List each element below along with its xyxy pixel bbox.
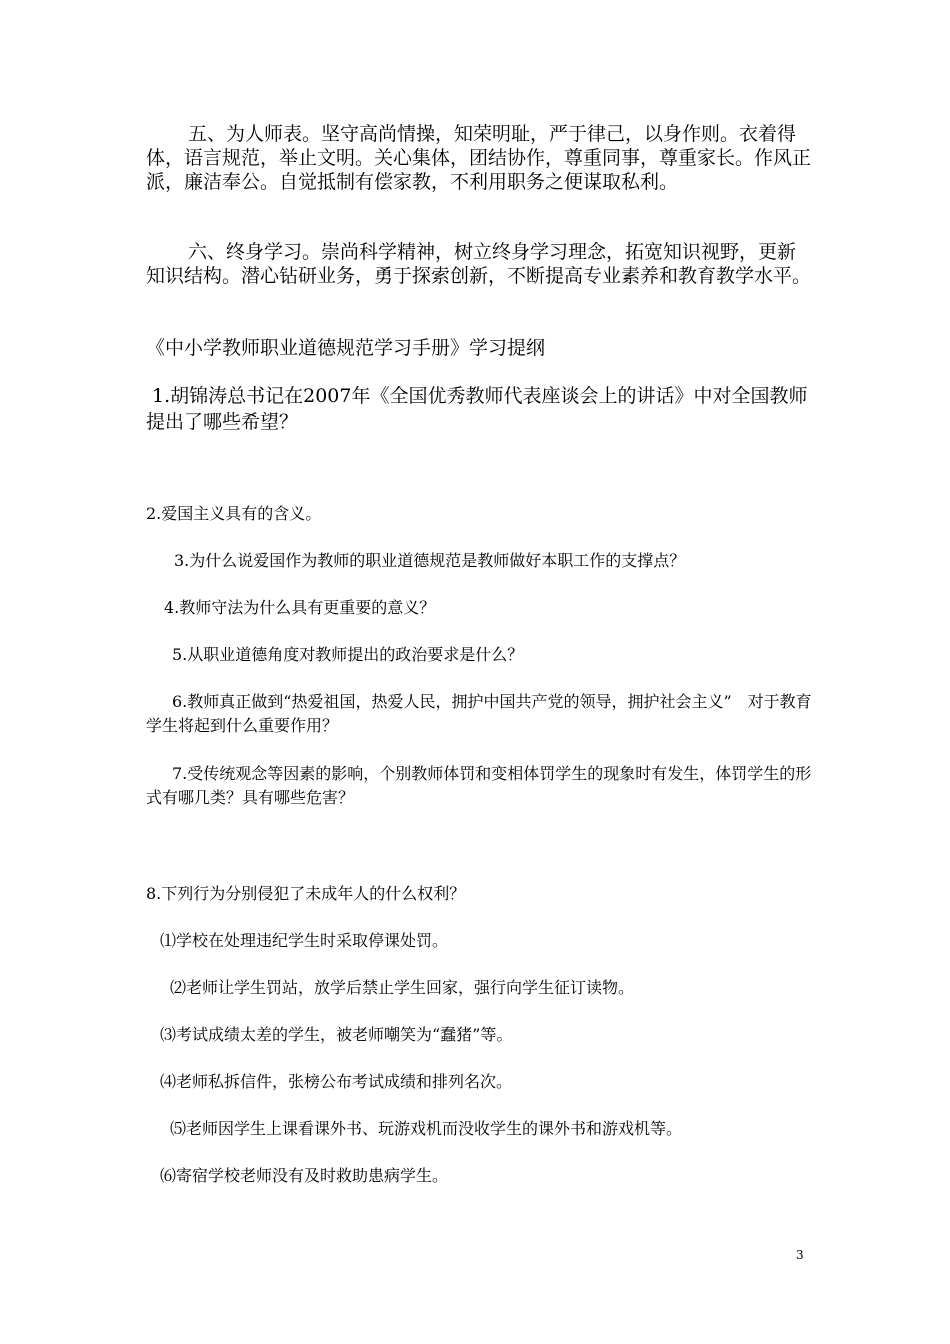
question-3: 3.为什么说爱国作为教师的职业道德规范是教师做好本职工作的支撑点？ (174, 551, 686, 570)
outline-title: 《中小学教师职业道德规范学习手册》学习提纲 (146, 337, 546, 359)
list-item: ⑶考试成绩太差的学生，被老师嘲笑为“蠢猪”等。 (160, 1025, 513, 1044)
question-4: 4.教师守法为什么具有更重要的意义？ (164, 598, 436, 617)
list-item: ⑹寄宿学校老师没有及时救助患病学生。 (160, 1166, 449, 1185)
list-item: ⑷老师私拆信件，张榜公布考试成绩和排列名次。 (160, 1072, 513, 1091)
question-8: 8.下列行为分别侵犯了未成年人的什么权利？ (146, 884, 466, 903)
question-7: 7.受传统观念等因素的影响，个别教师体罚和变相体罚学生的现象时有发生，体罚学生的形式有哪几类？具有哪些危害？ (146, 764, 812, 807)
list-item: ⑵老师让学生罚站，放学后禁止学生回家，强行向学生征订读物。 (170, 978, 635, 997)
paragraph-6: 六、终身学习。崇尚科学精神，树立终身学习理念，拓宽知识视野，更新知识结构。潜心钻研业务，勇于探索创新，不断提高专业素养和教育教学水平。 (146, 241, 812, 287)
question-2: 2.爱国主义具有的含义。 (146, 504, 322, 523)
paragraph-5: 五、为人师表。坚守高尚情操，知荣明耻，严于律己，以身作则。衣着得体，语言规范，举止文明。关心集体，团结协作，尊重同事，尊重家长。作风正派，廉洁奉公。自觉抵制有偿家教，不利用职务之便谋取私利。 (146, 123, 812, 193)
list-item: ⑴学校在处理违纪学生时采取停课处罚。 (160, 931, 449, 950)
page-number: 3 (796, 1248, 804, 1262)
question-6: 6.教师真正做到“热爱祖国，热爱人民，拥护中国共产党的领导，拥护社会主义” 对于教育学生将起到什么重要作用？ (146, 692, 812, 735)
list-item: ⑸老师因学生上课看课外书、玩游戏机而没收学生的课外书和游戏机等。 (170, 1119, 683, 1138)
question-1: 1.胡锦涛总书记在2007年《全国优秀教师代表座谈会上的讲话》中对全国教师提出了哪些希望？ (146, 385, 808, 433)
question-5: 5.从职业道德角度对教师提出的政治要求是什么？ (172, 645, 524, 664)
